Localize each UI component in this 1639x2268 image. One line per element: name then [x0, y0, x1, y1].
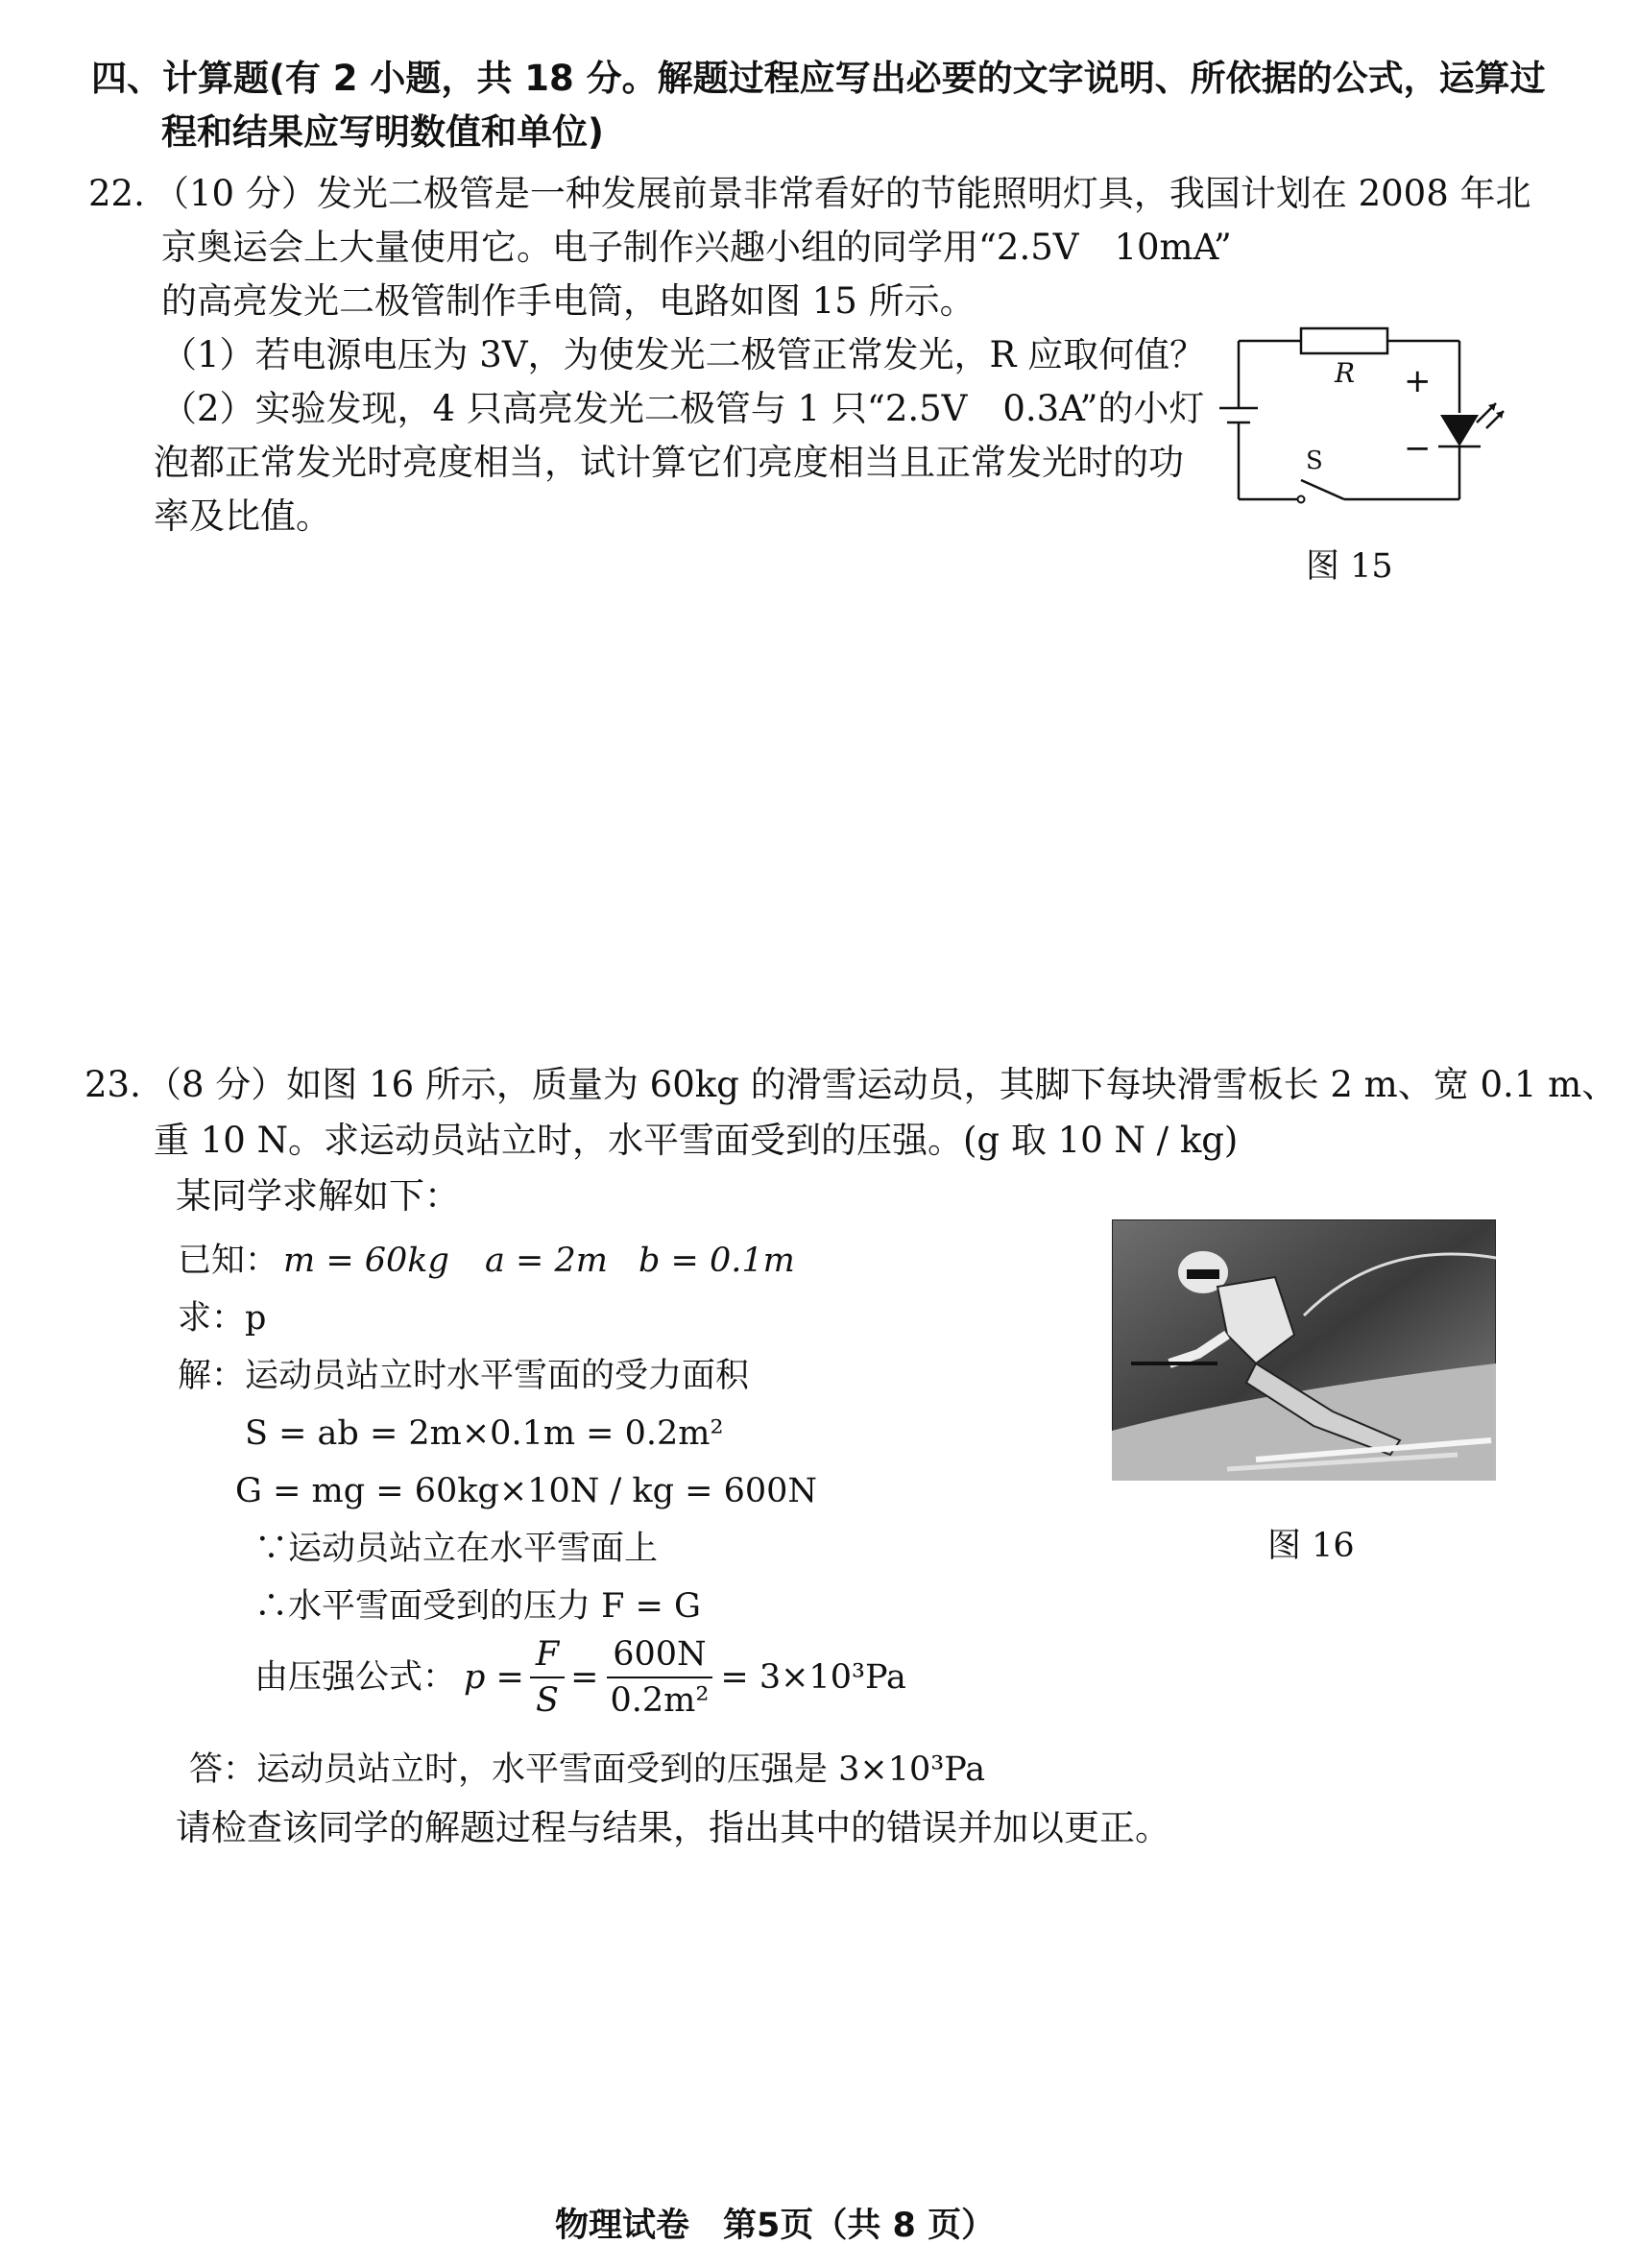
page-footer: 物理试卷 第5页（共 8 页） [555, 2207, 996, 2245]
led-diode-symbol [1440, 415, 1479, 446]
q23-number: 23. [84, 1064, 141, 1105]
q23-instruction: 请检查该同学的解题过程与结果，指出其中的错误并加以更正。 [176, 1807, 1170, 1848]
known-width: b = 0.1m [639, 1242, 795, 1280]
known-length: a = 2m [485, 1242, 608, 1280]
known-mass: m = 60kg [283, 1242, 449, 1280]
skier-photo-fig16 [1112, 1219, 1496, 1481]
switch-label: S [1306, 446, 1323, 475]
figure16-caption: 图 16 [1267, 1527, 1355, 1565]
circuit-diagram-fig15 [1191, 307, 1507, 519]
q22-line4: （1）若电源电压为 3V，为使发光二极管正常发光，R 应取何值？ [161, 334, 1206, 375]
formula-result: = 3×10³Pa [720, 1658, 906, 1697]
switch-lever [1301, 480, 1344, 499]
solution-step-4: ∵运动员站立在水平雪面上 [254, 1530, 659, 1568]
fraction-numerator: 600N [607, 1632, 711, 1678]
q22-number: 22. [88, 173, 145, 214]
solution-step-5: ∴水平雪面受到的压力 F = G [254, 1587, 701, 1626]
answer-line: 答：运动员站立时，水平雪面受到的压强是 3×10³Pa [189, 1750, 986, 1789]
solution-step-3: G = mg = 60kg×10N / kg = 600N [235, 1472, 818, 1510]
fraction-denominator: 0.2m² [610, 1681, 710, 1720]
solution-step-2: S = ab = 2m×0.1m = 0.2m² [245, 1414, 724, 1453]
solution-step-1: 解：运动员站立时水平雪面的受力面积 [178, 1357, 750, 1395]
q23-line2: 重 10 N。求运动员站立时，水平雪面受到的压强。(g 取 10 N / kg) [154, 1120, 1239, 1161]
fraction-S: S [536, 1681, 560, 1720]
plus-label: + [1404, 362, 1432, 400]
q23-intro: 某同学求解如下： [176, 1175, 460, 1217]
fraction-F-over-S [530, 1632, 565, 1723]
q22-line6: 泡都正常发光时亮度相当，试计算它们亮度相当且正常发光时的功 [154, 442, 1184, 483]
fraction-F: F [530, 1632, 565, 1678]
resistor-symbol [1301, 328, 1387, 353]
switch-pivot [1298, 496, 1305, 503]
q22-line2: 京奥运会上大量使用它。电子制作兴趣小组的同学用“2.5V 10mA” [161, 227, 1232, 268]
q22-line5: （2）实验发现，4 只高亮发光二极管与 1 只“2.5V 0.3A”的小灯 [161, 388, 1205, 429]
q22-line7: 率及比值。 [154, 495, 331, 537]
formula-prefix: 由压强公式： [254, 1658, 457, 1697]
section-heading: 四、计算题(有 2 小题，共 18 分。解题过程应写出必要的文字说明、所依据的公式，运算过 [91, 58, 1546, 99]
resistor-label: R [1335, 357, 1356, 389]
minus-label: − [1404, 429, 1432, 468]
pressure-formula: 由压强公式： p = $\frac{F}{S}$ = $\frac{600N}{\text{0.2m²}}$ = 3×10³Pa [254, 1632, 906, 1723]
figure15-caption: 图 15 [1306, 547, 1393, 586]
section-heading-cont: 程和结果应写明数值和单位) [161, 111, 604, 153]
find-line: 求：p [178, 1299, 267, 1338]
fraction-600N-over-area [605, 1632, 715, 1723]
q22-line1: （10 分）发光二极管是一种发展前景非常看好的节能照明灯具，我国计划在 2008 年北 [154, 173, 1531, 214]
q22-line3: 的高亮发光二极管制作手电筒，电路如图 15 所示。 [161, 280, 976, 322]
formula-p: p = [464, 1658, 524, 1697]
q23-line1: （8 分）如图 16 所示，质量为 60kg 的滑雪运动员，其脚下每块滑雪板长 2 m、宽 0.1 m、 [146, 1064, 1618, 1105]
known-label: 已知： [178, 1242, 279, 1280]
